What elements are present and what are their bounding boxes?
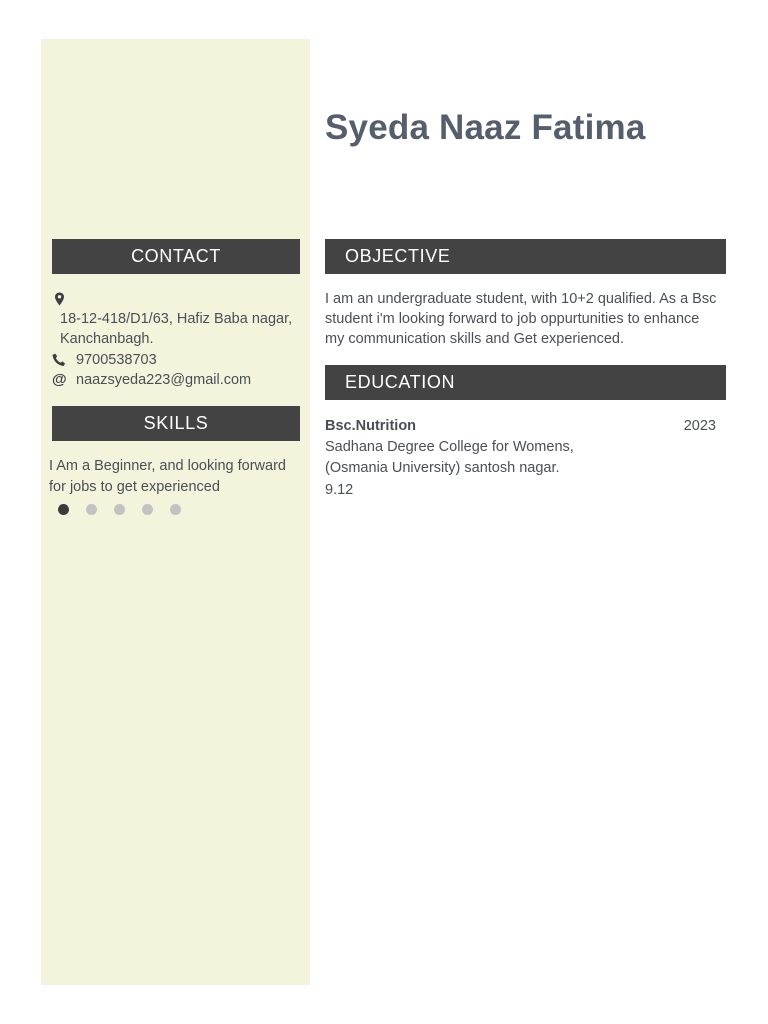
skill-rating-dot	[86, 504, 97, 515]
skill-rating-dot	[170, 504, 181, 515]
skill-rating-dot	[142, 504, 153, 515]
address-line-1: 18-12-418/D1/63, Hafiz Baba nagar,	[60, 311, 293, 327]
skills-description-line-2: for jobs to get experienced	[49, 479, 220, 495]
objective-line-1: I am an undergraduate student, with 10+2 qualified. As a Bsc	[325, 291, 717, 307]
skills-heading: SKILLS	[52, 406, 300, 441]
education-degree: Bsc.Nutrition	[325, 418, 417, 434]
address-line-2: Kanchanbagh.	[60, 331, 154, 347]
at-sign-icon: @	[52, 371, 67, 388]
objective-heading: OBJECTIVE	[325, 239, 726, 274]
email-address: naazsyeda223@gmail.com	[76, 372, 252, 388]
education-heading: EDUCATION	[325, 365, 726, 400]
objective-line-3: my communication skills and Get experienced.	[325, 331, 624, 347]
skills-description-line-1: I Am a Beginner, and looking forward	[49, 458, 286, 474]
contact-heading: CONTACT	[52, 239, 300, 274]
education-year: 2023	[683, 418, 716, 434]
resume-name: Syeda Naaz Fatima	[325, 108, 646, 147]
phone-icon	[52, 353, 67, 372]
skill-rating-dot	[114, 504, 125, 515]
education-score: 9.12	[325, 482, 354, 498]
objective-line-2: student i'm looking forward to job oppurtunities to enhance	[325, 311, 700, 327]
education-college-line-1: Sadhana Degree College for Womens,	[325, 439, 574, 455]
phone-number: 9700538703	[76, 352, 157, 368]
education-college-line-2: (Osmania University) santosh nagar.	[325, 460, 560, 476]
skill-rating-dot	[58, 504, 69, 515]
